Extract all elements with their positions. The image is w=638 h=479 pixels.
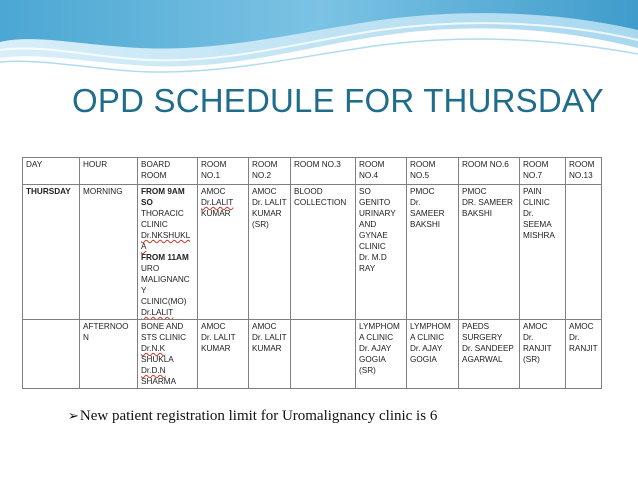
cell-line: LYMPHOM [410,322,451,331]
header-line: NO.2 [252,171,272,180]
cell-line: BLOOD [294,187,323,196]
header-cell [459,158,520,185]
cell-line: SAMEER [410,209,445,218]
header-line: ROOM NO.6 [462,160,509,169]
header-cell [407,158,459,185]
room-13-cell [566,320,602,389]
cell-line: (SR) [252,220,269,229]
cell-line: GENITO [359,198,391,207]
header-line: ROOM [523,160,549,169]
cell-line: AND [359,220,377,229]
cell-line: Dr. LALIT [201,333,236,342]
afternoon-row [23,320,602,389]
cell-line: KUMAR [201,344,231,353]
morning-row [23,185,602,320]
cell-line: GYNAE [359,231,388,240]
header-cell [566,158,602,185]
cell-line: Dr. RANJIT [569,333,598,353]
cell-line: LYMPHOM [359,322,400,331]
opd-schedule-table [22,157,602,389]
header-line: ROOM NO.3 [294,160,341,169]
cell-line: AMOC [252,322,277,331]
room-2-cell [249,320,291,389]
room-13-cell [566,185,602,320]
cell-line: PAIN [523,187,542,196]
board-room-cell [138,320,198,389]
header-cell [356,158,407,185]
header-line: ROOM [359,160,385,169]
header-row [23,158,602,185]
cell-line: SHUKLA [141,355,174,364]
cell-line: Dr. SANDEEP [462,344,514,353]
cell-line: CLINIC [359,242,386,251]
header-line: NO.7 [523,171,543,180]
header-line: NO.5 [410,171,430,180]
header-line: NO.13 [569,171,593,180]
room-4-cell [356,320,407,389]
cell-line: COLLECTION [294,198,347,207]
cell-line: (SR) [359,366,376,375]
cell-line: Dr. LALIT [252,198,287,207]
cell-line: SURGERY [462,333,503,342]
hour-cell: AFTERNOON [80,320,138,389]
board-room-cell [138,185,198,320]
header-cell [23,158,80,185]
hour-cell: MORNING [80,185,138,320]
room-1-cell [198,320,249,389]
cell-line: FROM 9AM [141,187,185,196]
cell-line: STS CLINIC [141,333,187,342]
cell-line: Dr.LALIT [141,308,174,317]
header-wave-decoration [0,0,638,90]
cell-line: Dr.LALIT [201,198,234,207]
cell-line: A CLINIC [410,333,445,342]
day-cell: THURSDAY [23,185,80,320]
cell-line: URINARY [359,209,396,218]
room-6-cell [459,320,520,389]
room-7-cell [520,185,566,320]
room-5-cell [407,320,459,389]
cell-line: Dr. SEEMA [523,209,552,229]
cell-line: AGARWAL [462,355,503,364]
cell-line: A CLINIC [359,333,394,342]
cell-line: Dr. RANJIT [523,333,552,353]
cell-line: SO [141,198,153,207]
header-line: BOARD [141,160,171,169]
cell-line: PMOC [410,187,435,196]
cell-line: PMOC [462,187,487,196]
cell-line: Dr. LALIT [252,333,287,342]
cell-line: Dr.N.K [141,344,166,353]
room-5-cell [407,185,459,320]
cell-line: KUMAR [252,209,282,218]
cell-line: RAY [359,264,376,273]
room-7-cell [520,320,566,389]
header-line: ROOM [201,160,227,169]
cell-line: AMOC [201,322,226,331]
room-3-cell [291,320,356,389]
cell-line: DR. SAMEER [462,198,513,207]
header-cell [249,158,291,185]
cell-line: GOGIA [410,355,437,364]
cell-line: (SR) [523,355,540,364]
header-line: ROOM [252,160,278,169]
room-2-cell [249,185,291,320]
room-6-cell [459,185,520,320]
day-cell [23,320,80,389]
header-cell [138,158,198,185]
cell-line: URO [141,264,160,273]
header-line: DAY [26,160,43,169]
cell-line: BAKSHI [462,209,493,218]
cell-line: SHARMA [141,377,177,386]
room-4-cell [356,185,407,320]
note-text: New patient registration limit for Uromalignancy clinic is 6 [79,408,438,424]
cell-line: Dr.NKSHUKLA [141,231,191,251]
arrow-bullet-icon: ➢ [68,408,79,423]
header-line: HOUR [83,160,108,169]
header-cell [198,158,249,185]
page-title: OPD SCHEDULE FOR THURSDAY [72,82,604,119]
header-cell [80,158,138,185]
header-cell [520,158,566,185]
header-line: ROOM [569,160,595,169]
cell-line: CLINIC [141,220,168,229]
cell-line: AMOC [523,322,548,331]
cell-line: AMOC [252,187,277,196]
cell-line: GOGIA [359,355,386,364]
header-cell [291,158,356,185]
cell-line: PAEDS [462,322,490,331]
cell-line: Dr. [410,198,421,207]
cell-line: AMOC [201,187,226,196]
cell-line: Dr. AJAY [359,344,392,353]
cell-line: CLINIC [523,198,550,207]
cell-line: SO [359,187,371,196]
cell-line: Dr. M.D [359,253,387,262]
room-3-cell [291,185,356,320]
cell-line: MISHRA [523,231,555,240]
registration-note [68,408,437,425]
cell-line: FROM 11AM [141,253,189,262]
cell-line: THORACIC [141,209,184,218]
cell-line: KUMAR [201,209,231,218]
cell-line: Dr. AJAY [410,344,443,353]
header-line: NO.4 [359,171,379,180]
header-line: ROOM [141,171,167,180]
cell-line: BAKSHI [410,220,441,229]
cell-line: Dr.D.N [141,366,166,375]
header-line: ROOM [410,160,436,169]
cell-line: MALIGNANCY [141,275,190,295]
room-1-cell [198,185,249,320]
cell-line: BONE AND [141,322,184,331]
header-line: NO.1 [201,171,221,180]
cell-line: AMOC [569,322,594,331]
cell-line: KUMAR [252,344,282,353]
cell-line: CLINIC(MO) [141,297,187,306]
